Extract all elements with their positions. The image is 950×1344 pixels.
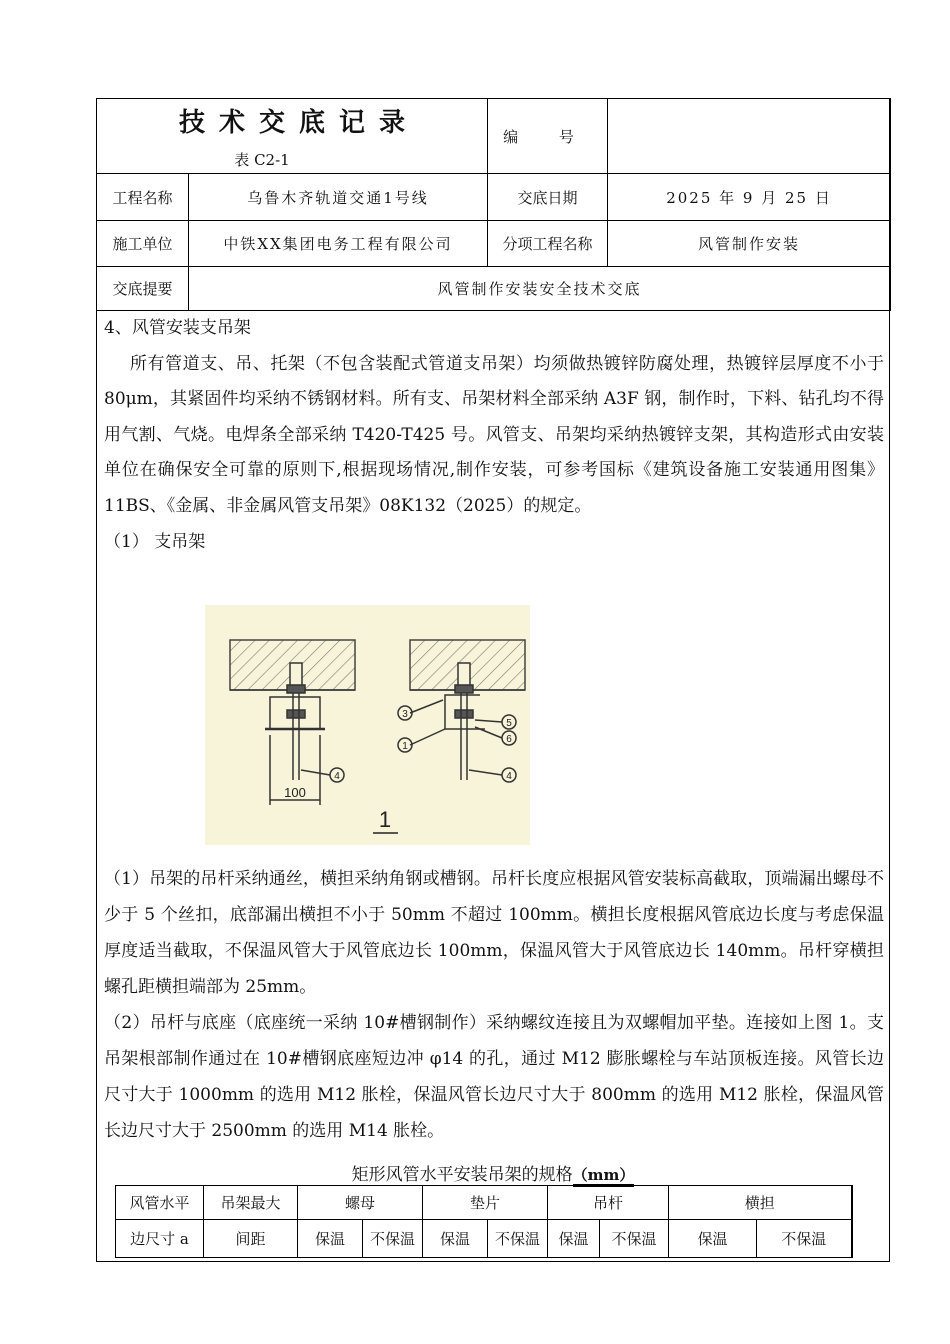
group-rod: 吊杆 [548,1186,669,1220]
callout-3: 3 [402,709,408,720]
figure-number: 1 [378,807,392,832]
callout-1: 1 [402,741,408,752]
nut-uninsulated: 不保温 [363,1220,423,1258]
number-label: 编 号 [488,99,608,174]
crossarm-uninsulated: 不保温 [757,1220,852,1258]
body-text [104,311,884,560]
group-crossarm: 横担 [669,1186,852,1220]
rod-uninsulated: 不保温 [600,1220,669,1258]
dimension-label: 100 [284,785,306,800]
project-name-label: 工程名称 [97,174,189,221]
washer-insulated: 保温 [423,1220,488,1258]
callout-4-left: 4 [334,771,340,782]
washer-uninsulated: 不保温 [488,1220,548,1258]
crossarm-insulated: 保温 [669,1220,757,1258]
contractor-name: 中铁XX集团电务工程有限公司 [189,221,488,267]
summary-text: 风管制作安装安全技术交底 [189,267,891,311]
form-code: 表 C2-1 [234,151,290,169]
number-value [608,99,891,174]
nut-insulated: 保温 [298,1220,363,1258]
callout-6: 6 [506,734,512,745]
hanger-spec-table [115,1185,853,1258]
title-cell [97,99,488,174]
callout-4-right: 4 [506,771,512,782]
section-heading: 4、风管安装支吊架 [104,318,251,338]
paragraph-2: （1）吊架的吊杆采纳通丝，横担采纳角钢或槽钢。吊杆长度应根据风管安装标高截取，顶端漏出螺母不少于 5 个丝扣，底部漏出横担不小于 50mm 不超过 100mm。横担长度根据风管底边长度与考虑保温厚度适当截取，不保温风管大于风管底边长 100mm，保温风管大于风管底边长 140mm。吊杆穿横担螺孔距横担端部为 25mm。 [104,869,884,997]
hanger-diagram [205,605,530,845]
col-max-spacing-line1: 吊架最大 [204,1186,298,1220]
table-caption [96,1160,890,1185]
header-table [96,98,891,311]
group-nut: 螺母 [298,1186,423,1220]
date-label: 交底日期 [488,174,608,221]
table-caption-unit: （mm） [573,1166,635,1187]
document-title: 技术交底记录 [179,108,420,138]
callout-5: 5 [506,718,512,729]
col-edge-size-line2: 边尺寸 a [116,1220,204,1258]
rod-insulated: 保温 [548,1220,600,1258]
group-washer: 垫片 [423,1186,548,1220]
sub-project-name: 风管制作安装 [608,221,891,267]
col-edge-size-line1: 风管水平 [116,1186,204,1220]
paragraph-1: 所有管道支、吊、托架（不包含装配式管道支吊架）均须做热镀锌防腐处理，热镀锌层厚度不小于 80μm，其紧固件均采纳不锈钢材料。所有支、吊架材料全部采纳 A3F 钢，制作时，下料、钻孔均不得用气割、气烧。电焊条全部采纳 T420-T425 号。风管支、吊架均采纳热镀锌支架，其构造形式由安装单位在确保安全可靠的原则下,根据现场情况,制作安装，可参考国标《建筑设备施工安装通用图集》11BS、《金属、非金属风管支吊架》08K132（2025）的规定。 [104,353,884,516]
contractor-label: 施工单位 [97,221,189,267]
col-max-spacing-line2: 间距 [204,1220,298,1258]
date-value: 2025 年 9 月 25 日 [608,174,891,221]
body-text-2 [104,861,884,1149]
project-name: 乌鲁木齐轨道交通1号线 [189,174,488,221]
sub-project-label: 分项工程名称 [488,221,608,267]
table-caption-text: 矩形风管水平安装吊架的规格 [351,1165,573,1185]
paragraph-3: （2）吊杆与底座（底座统一采纳 10#槽钢制作）采纳螺纹连接且为双螺帽加平垫。连接如上图 1。支吊架根部制作通过在 10#槽钢底座短边冲 φ14 的孔，通过 M12 膨胀螺栓与车站顶板连接。风管长边尺寸大于 1000mm 的选用 M12 胀栓，保温风管长边尺寸大于 800mm 的选用 M12 胀栓，保温风管长边尺寸大于 2500mm 的选用 M14 胀栓。 [104,1013,884,1141]
sub-heading: （1） 支吊架 [104,531,206,552]
summary-label: 交底提要 [97,267,189,311]
